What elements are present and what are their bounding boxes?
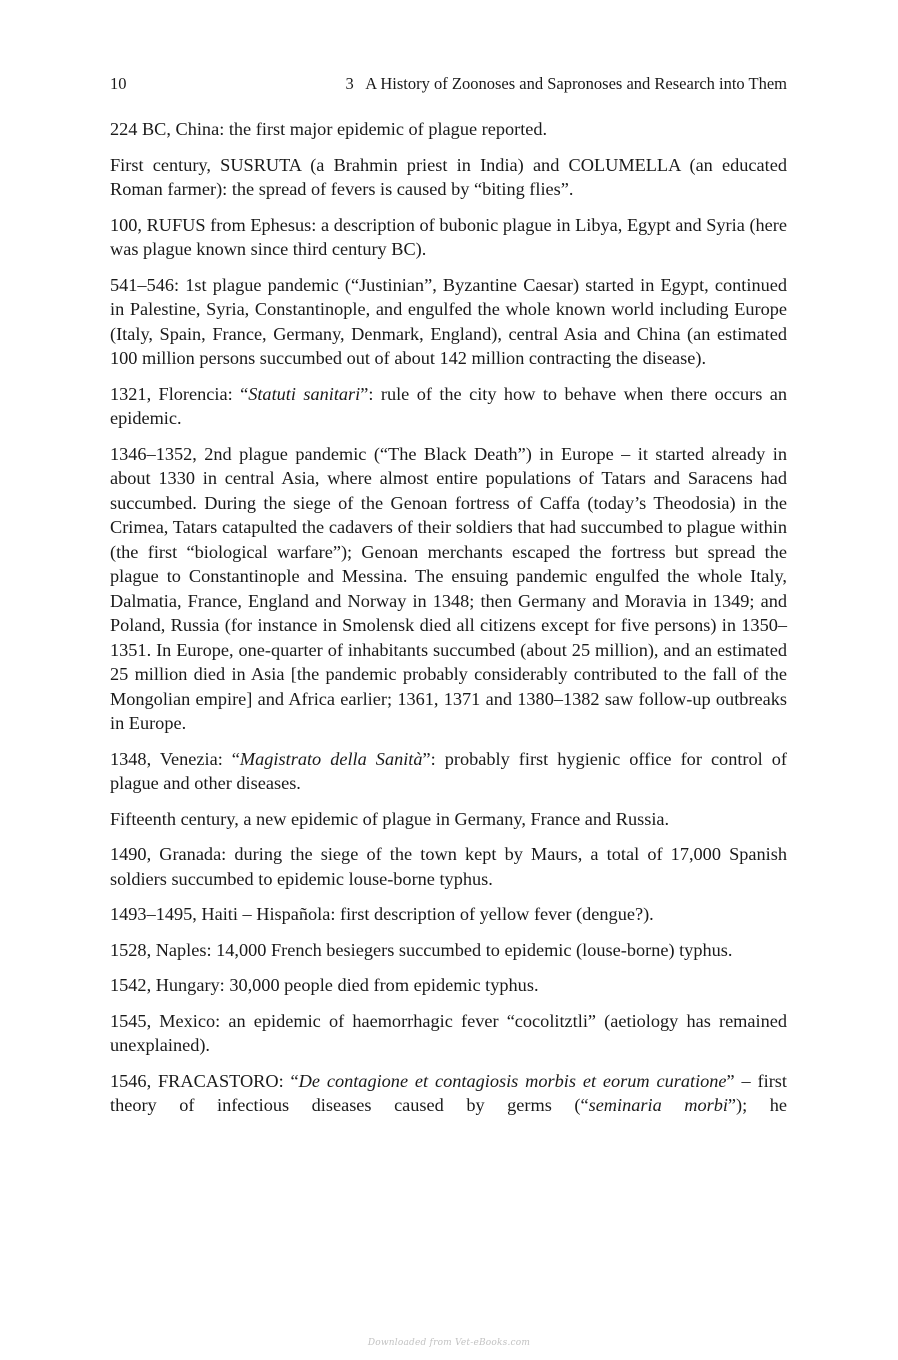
- paragraph-1545-mexico: [110, 1009, 787, 1058]
- watermark: Downloaded from Vet-eBooks.com: [367, 1338, 531, 1348]
- text-run: 1545, Mexico: an epidemic of haemorrhagic fever “cocolitztli” (aetiology has remained unexplained).: [110, 1010, 787, 1055]
- paragraph-1546-fracastoro: [110, 1069, 787, 1118]
- paragraph-100-rufus: [110, 213, 787, 262]
- text-run: ” – first theory of infectious diseases caused by germs (“: [110, 1070, 787, 1115]
- italic-term: Magistrato della Sanità: [239, 748, 423, 769]
- text-run: 1490, Granada: during the siege of the town kept by Maurs, a total of 17,000 Spanish soldiers succumbed to epidemic louse-borne typhus.: [110, 844, 787, 889]
- chapter-title: 3 A History of Zoonoses and Sapronoses and Research into Them: [345, 74, 787, 93]
- paragraph-1493-1495: [110, 902, 787, 927]
- paragraph-first-century: [110, 153, 787, 202]
- text-run: 1348, Venezia: “: [110, 748, 240, 769]
- paragraph-1542-hungary: [110, 973, 787, 998]
- italic-term: Statuti sanitari: [248, 383, 361, 404]
- text-run: 1546, FRACASTORO: “: [110, 1070, 299, 1091]
- paragraph-224-bc: [110, 117, 787, 142]
- paragraph-1321-florencia: [110, 382, 787, 431]
- paragraph-541-546: [110, 273, 787, 371]
- paragraph-1528-naples: [110, 938, 787, 963]
- text-run: ”: probably first hygienic office for control of plague and other diseases.: [110, 748, 787, 793]
- paragraph-fifteenth-century: [110, 807, 787, 832]
- paragraph-1346-1352: [110, 442, 787, 736]
- text-run: 1321, Florencia: “: [110, 383, 249, 404]
- text-run: ”); he: [727, 1095, 787, 1115]
- text-run: 541–546: 1st plague pandemic (“Justinian”, Byzantine Caesar) started in Egypt, continued in Palestine, Syria, Constantinople, and engulfed the whole known world including Europe (Italy, Spain, France, Germany, Denmark, England), central Asia and China (an estimated 100 million persons succumbed out of about 142 million contracting the disease).: [110, 274, 787, 368]
- text-run: 224 BC, China: the first major epidemic of plague reported.: [110, 119, 548, 139]
- text-run: First century, SUSRUTA (a Brahmin priest in India) and COLUMELLA (an educated Roman farmer): the spread of fevers is caused by “biting flies”.: [110, 154, 787, 199]
- text-run: 1542, Hungary: 30,000 people died from epidemic typhus.: [110, 975, 539, 995]
- page-number: 10: [110, 74, 127, 93]
- text-run: 100, RUFUS from Ephesus: a description of bubonic plague in Libya, Egypt and Syria (here was plague known since third century BC).: [110, 214, 787, 259]
- body-text: [110, 117, 787, 1129]
- text-run: Fifteenth century, a new epidemic of plague in Germany, France and Russia.: [110, 808, 670, 829]
- text-run: 1493–1495, Haiti – Hispañola: first description of yellow fever (dengue?).: [110, 904, 654, 924]
- text-run: ”: rule of the city how to behave when there occurs an epidemic.: [110, 383, 787, 428]
- italic-term: seminaria morbi: [588, 1095, 728, 1115]
- paragraph-1348-venezia: [110, 747, 787, 796]
- text-run: 1346–1352, 2nd plague pandemic (“The Black Death”) in Europe – it started already in about 1330 in central Asia, where almost entire populations of Tatars and Saracens had succumbed. During the siege of the Genoan fortress of Caffa (today’s Theodosia) in the Crimea, Tatars catapulted the cadavers of their soldiers that had succumbed to plague within (the first “biological warfare”); Genoan merchants escaped the fortress but spread the plague to Constantinople and Messina. The ensuing pandemic engulfed the whole Italy, Dalmatia, France, England and Norway in 1348; then Germany and Moravia in 1349; and Poland, Russia (for instance in Smolensk died all citizens except for five persons) in 1350–1351. In Europe, one-quarter of inhabitants succumbed (about 25 million), and an estimated 25 million died in Asia [the pandemic probably considerably contributed to the fall of the Mongolian empire] and Africa earlier; 1361, 1371 and 1380–1382 saw follow-up outbreaks in Europe.: [110, 443, 787, 733]
- italic-term: De contagione et contagiosis morbis et eorum curatione: [298, 1070, 727, 1091]
- running-head: [110, 73, 787, 95]
- text-run: 1528, Naples: 14,000 French besiegers succumbed to epidemic (louse-borne) typhus.: [110, 939, 733, 960]
- paragraph-1490-granada: [110, 842, 787, 891]
